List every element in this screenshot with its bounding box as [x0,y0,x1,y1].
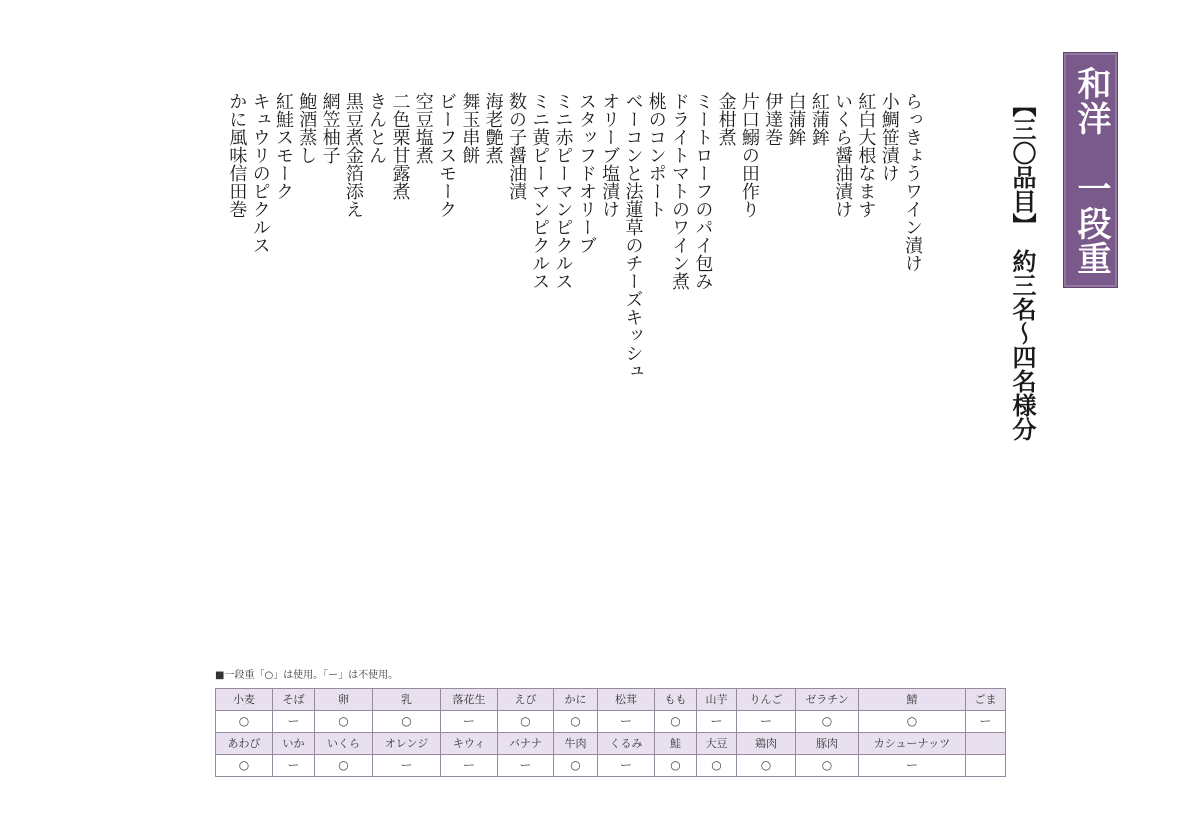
allergen-name: 乳 [373,689,441,711]
allergen-name: そば [273,689,315,711]
allergen-mark: ー [441,755,498,777]
allergen-name: かに [554,689,598,711]
allergen-mark: ○ [655,711,697,733]
allergen-name: 豚肉 [796,733,859,755]
allergen-mark: ー [598,755,655,777]
menu-item: スタッフドオリーブ [575,92,597,254]
allergen-mark: ○ [796,755,859,777]
allergen-mark: ー [441,711,498,733]
allergen-mark: ○ [373,711,441,733]
allergen-mark: ー [697,711,737,733]
allergen-name: バナナ [498,733,554,755]
allergen-name: 卵 [315,689,373,711]
allergen-mark-row [216,711,1006,733]
allergen-table [215,688,1006,777]
allergen-mark: ー [737,711,796,733]
allergen-mark: ○ [216,755,273,777]
allergen-mark: ー [859,755,966,777]
menu-item: ベーコンと法蓮草のチーズキッシュ [622,92,644,380]
allergen-mark: ー [966,711,1006,733]
banner-title: 和洋 一段重 [1071,66,1111,276]
menu-item: 紅蒲鉾 [808,92,830,146]
menu-item: 白蒲鉾 [785,92,807,146]
menu-item: いくら醤油漬け [832,92,854,218]
allergen-name: 鮭 [655,733,697,755]
menu-item: ミニ黄ピーマンピクルス [529,92,551,290]
menu-item: オリーブ塩漬け [599,92,621,218]
menu-item: 数の子醤油漬 [505,92,527,200]
allergen-name: キウィ [441,733,498,755]
allergen-name: 鯖 [859,689,966,711]
menu-item: きんとん [366,92,388,164]
menu-item: ミニ赤ピーマンピクルス [552,92,574,290]
menu-list [225,92,924,392]
allergen-mark: ○ [315,755,373,777]
allergen-name: いくら [315,733,373,755]
allergen-mark: ○ [697,755,737,777]
allergen-name: くるみ [598,733,655,755]
menu-item: ビーフスモーク [436,92,458,218]
allergen-name: ごま [966,689,1006,711]
allergen-name: 落花生 [441,689,498,711]
allergen-name: 大豆 [697,733,737,755]
menu-item: 伊達巻 [762,92,784,146]
menu-item: 紅鮭スモーク [272,92,294,200]
menu-item: 海老艶煮 [482,92,504,164]
allergen-mark: ○ [216,711,273,733]
menu-item: 空豆塩煮 [412,92,434,164]
allergen-mark: ○ [554,755,598,777]
menu-item: 黒豆煮金箔添え [342,92,364,218]
allergen-name: ゼラチン [796,689,859,711]
allergen-name: 山芋 [697,689,737,711]
allergen-name-row [216,733,1006,755]
allergen-name: 鶏肉 [737,733,796,755]
allergen-name: カシューナッツ [859,733,966,755]
allergen-mark: ○ [796,711,859,733]
allergen-empty-cell [966,733,1006,755]
menu-item: 網笠柚子 [319,92,341,164]
allergen-name: えび [498,689,554,711]
allergen-name: 小麦 [216,689,273,711]
allergen-mark: ○ [859,711,966,733]
allergen-name: あわび [216,733,273,755]
allergen-name: りんご [737,689,796,711]
menu-item: キュウリのピクルス [249,92,271,254]
allergen-mark: ー [498,755,554,777]
course-heading: 【三〇品目】 約三名～四名様分 [1008,93,1037,441]
allergen-mark: ー [373,755,441,777]
allergen-mark: ○ [737,755,796,777]
menu-item: 小鯛笹漬け [878,92,900,182]
menu-item: 桃のコンポート [645,92,667,218]
menu-item: らっきょうワイン漬け [902,92,923,272]
allergen-name: 松茸 [598,689,655,711]
allergen-name-row [216,689,1006,711]
allergen-mark-row [216,755,1006,777]
allergen-name: もも [655,689,697,711]
allergen-empty-cell [966,755,1006,777]
menu-item: ドライトマトのワイン煮 [669,92,691,290]
allergen-mark: ー [273,711,315,733]
allergen-name: いか [273,733,315,755]
allergen-note: ■一段重「○」は使用。「ー」は不使用。 [215,670,399,681]
menu-item: 鮑酒蒸し [296,92,318,164]
allergen-name: 牛肉 [554,733,598,755]
allergen-mark: ○ [315,711,373,733]
allergen-mark: ー [273,755,315,777]
menu-item: 舞玉串餅 [459,92,481,164]
allergen-mark: ○ [554,711,598,733]
menu-item: ミートローフのパイ包み [692,92,714,290]
allergen-mark: ○ [655,755,697,777]
menu-item: 二色栗甘露煮 [389,92,411,200]
menu-item: 紅白大根なます [855,92,877,218]
menu-item: 片口鰯の田作り [738,92,760,218]
allergen-mark: ○ [498,711,554,733]
menu-item: かに風味信田巻 [226,92,248,218]
allergen-mark: ー [598,711,655,733]
allergen-name: オレンジ [373,733,441,755]
title-banner [1063,52,1118,288]
menu-item: 金柑煮 [715,92,737,146]
